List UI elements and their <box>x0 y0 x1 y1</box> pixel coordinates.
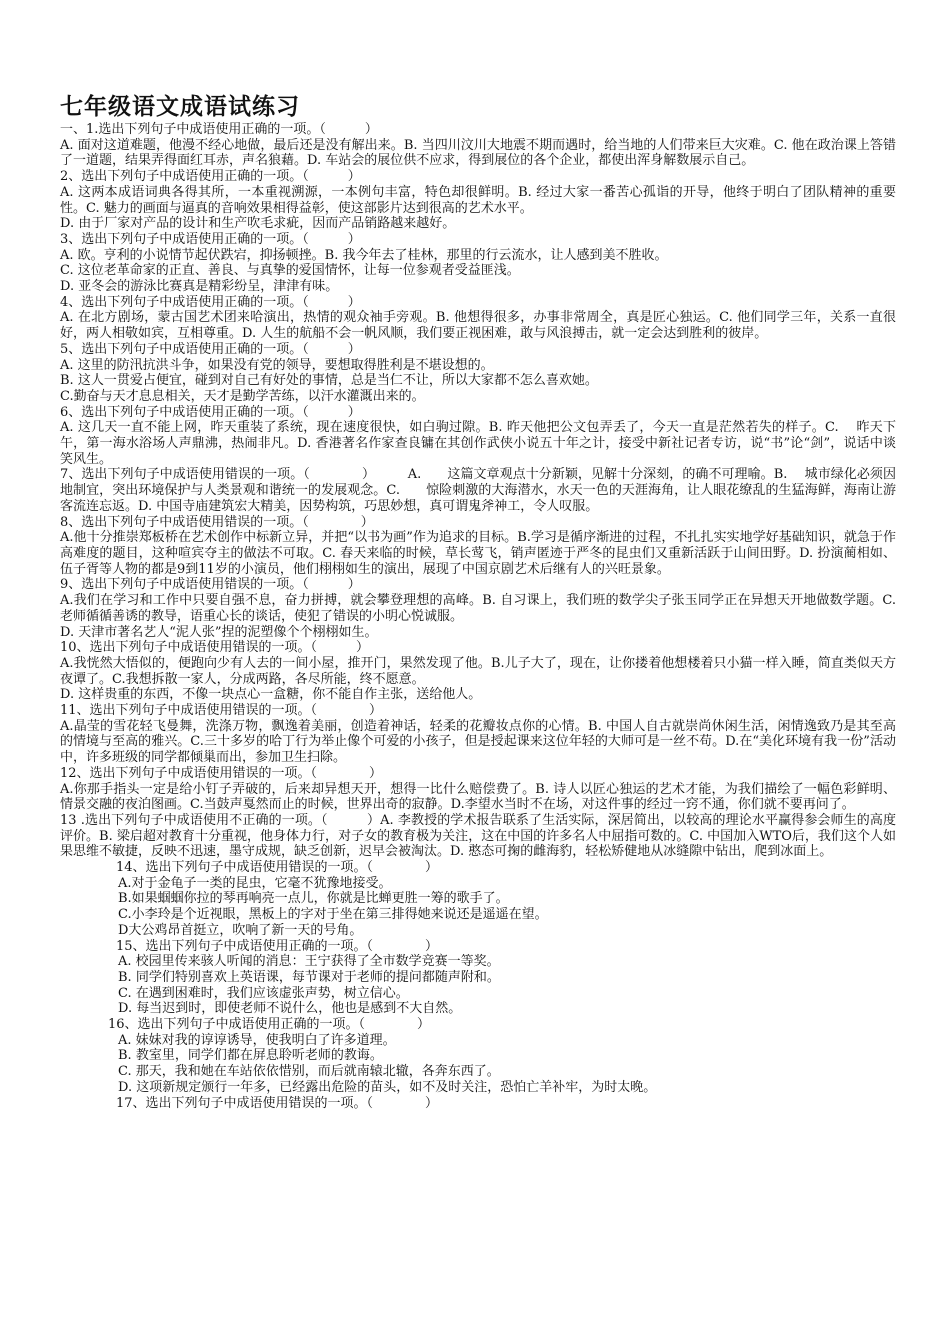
text-line: A.我们在学习和工作中只要自强不息，奋力拼搏，就会攀登理想的高峰。B. 自习课上，我们班的数学尖子张玉同学正在异想天开地做数学题。C.老师循循善诱的教导，语重心长的谈话，使犯了错误的小明心悦诚服。 <box>60 593 896 624</box>
text-line: 8、选出下列句子中成语使用错误的一项。（ ） <box>60 514 374 530</box>
page-title: 七年级语文成语试练习 <box>60 94 300 120</box>
text-line: A.我恍然大悟似的，便跑向少有人去的一间小屋，推开门，果然发现了他。B.儿子大了，现在，让你搂着他想楼着只小猫一样入睡，简直类似天方夜谭了。C.我想拆散一家人，分成两路，各尽所能，终不愿意。 <box>60 655 896 687</box>
text-line: A.晶莹的雪花轻飞曼舞，洗涤万物，飘逸着美丽，创造着神话，轻柔的花瓣妆点你的心情。B. 中国人自古就崇尚休闲生活，闲情逸致乃是其至高的情境与至高的雅兴。C.三十多岁的哈丁行为举止像个可爱的小孩子，但是授起课来这位年轻的大师可是一丝不苟。D.在“美化环境有我一份”活动中，许多班级的同学都倾巢而出，参加卫生扫除。 <box>60 718 896 766</box>
text-line: B. 教室里，同学们都在屏息聆听老师的教诲。 <box>118 1048 383 1064</box>
text-line: A. 在北方剧场，蒙古国艺术团来哈演出，热情的观众袖手旁观。B. 他想得很多，办事非常周全，真是匠心独运。C. 他们同学三年，关系一直很好，两人相敬如宾，互相尊重。D. 人生的航船不会一帆风顺，我们要正视困难，敢与风浪搏击，就一定会达到胜利的彼岸。 <box>60 310 896 342</box>
text-line: C. 在遇到困难时，我们应该虚张声势，树立信心。 <box>118 985 409 1001</box>
text-line: A. 面对这道难题，他漫不经心地做，最后还是没有解出来。B. 当四川汶川大地震不期而遇时，给当地的人们带来巨大灾难。C. 他在政治课上答错了一道题，结果弄得面红耳赤，声名狼藉。D. 车站会的展位供不应求，得到展位的各个企业，都使出浑身解数展示自己。 <box>60 137 896 169</box>
worksheet-page <box>60 92 896 1111</box>
text-line: A. 这两本成语词典各得其所，一本重视溯源，一本例句丰富，特色却很鲜明。B. 经过大家一番苦心孤诣的开导，他终于明白了团队精神的重要性。C. 魅力的画面与逼真的音响效果相得益彰，使这部影片达到很高的艺术水平。 <box>60 184 896 216</box>
text-line: 6、选出下列句子中成语使用正确的一项。（ ） <box>60 404 361 420</box>
text-line: B. 同学们特别喜欢上英语课，每节课对于老师的提问都随声附和。 <box>118 969 500 985</box>
text-line: D. 天津市著名艺人“泥人张”捏的泥塑像个个栩栩如生。 <box>60 624 378 640</box>
text-line: 14、选出下列句子中成语使用错误的一项。（ ） <box>116 860 439 876</box>
text-line: 17、选出下列句子中成语使用错误的一项。（ ） <box>116 1095 439 1111</box>
text-line: 7、选出下列句子中成语使用错误的一项。（ ） A. 这篇文章观点十分新颖，见解十分深刻，的确不可理喻。B. 城市绿化必须因地制宜，突出环境保护与人类景观和谐统一的发展观念。C. 惊险刺激的大海潜水，水天一色的天涯海角，让人眼花缭乱的生猛海鲜，海南让游客流连忘返。D. 中国寺庙建筑宏大精美，因势构筑，巧思妙想，真可谓鬼斧神工，令人叹服。 <box>60 467 896 514</box>
text-line: 4、选出下列句子中成语使用正确的一项。（ ） <box>60 294 361 310</box>
text-line: 2、选出下列句子中成语使用正确的一项。（ ） <box>60 169 361 185</box>
text-line: D大公鸡昂首挺立，吹响了新一天的号角。 <box>118 922 363 938</box>
text-line: 10、选出下列句子中成语使用错误的一项。（ ） <box>60 640 370 656</box>
text-line: C. 这位老革命家的正直、善良、与真挚的爱国情怀，让每一位参观者受益匪浅。 <box>60 263 520 279</box>
text-line: D. 亚冬会的游泳比赛真是精彩纷呈，津津有味。 <box>60 279 339 295</box>
text-line: 3、选出下列句子中成语使用正确的一项。（ ） <box>60 231 361 247</box>
text-line: D. 这样贵重的东西，不像一块点心一盒糖，你不能自作主张，送给他人。 <box>60 687 482 703</box>
text-line: 9、选出下列句子中成语使用错误的一项。（ ） <box>60 577 361 593</box>
text-line: C.勤奋与天才息息相关，天才是勤学苦练，以汗水灌溉出来的。 <box>60 388 425 404</box>
text-line: A.他十分推崇郑板桥在艺术创作中标新立异，并把“以书为画”作为追求的目标。B.学习是循序渐进的过程，不扎扎实实地学好基础知识，就急于作高难度的题目，这种喧宾夺主的做法不可取。C. 春天来临的时候，草长莺飞，销声匿迹于严冬的昆虫们又重新活跃于山间田野。D. 扮演蔺相如、伍子胥等人物的都是9到11岁的小演员，他们栩栩如生的演出，展现了中国京剧艺术后继有人的兴旺景象。 <box>60 530 896 577</box>
text-line: A. 这里的防汛抗洪斗争，如果没有党的领导，要想取得胜利是不堪设想的。 <box>60 357 494 373</box>
text-line: A. 校园里传来骇人听闻的消息：王宁获得了全市数学竞赛一等奖。 <box>118 954 500 970</box>
text-line: D. 每当迟到时，即使老师不说什么，他也是感到不大自然。 <box>118 1001 462 1017</box>
text-line: 16、选出下列句子中成语使用正确的一项。（ ） <box>108 1017 431 1033</box>
text-line: 11、选出下列句子中成语使用错误的一项。（ ） <box>60 703 383 719</box>
text-line: 12、选出下列句子中成语使用错误的一项。（ ） <box>60 765 383 781</box>
text-line: A. 这几天一直不能上网，昨天重装了系统，现在速度很快，如白驹过隙。B. 昨天他把公文包弄丢了，今天一直是茫然若失的样子。C. 昨天下午，第一海水浴场人声鼎沸，热闹非凡。D. 香港著名作家查良镛在其创作武侠小说五十年之计，接受中新社记者专访，说“书”论“剑”，说话中谈笑风生。 <box>60 420 896 467</box>
text-line: 一、1.选出下列句子中成语使用正确的一项。（ ） <box>60 122 378 137</box>
text-line: C.小李玲是个近视眼，黑板上的字对于坐在第三排得她来说还是遥遥在望。 <box>118 907 548 923</box>
text-line: B.如果蝈蝈你拉的琴再响亮一点儿，你就是比蝉更胜一筹的歌手了。 <box>118 891 509 907</box>
text-line: A. 妹妹对我的谆谆诱导，使我明白了许多道理。 <box>118 1032 396 1048</box>
text-line: D. 由于厂家对产品的设计和生产吹毛求疵，因而产品销路越来越好。 <box>60 216 456 232</box>
text-line: 15、选出下列句子中成语使用正确的一项。（ ） <box>116 938 439 954</box>
text-line: 13 .选出下列句子中成语使用不正确的一项。（ ）A. 李教授的学术报告联系了生活实际，深居简出，以较高的理论水平赢得参会师生的高度评价。B. 梁启超对教育十分重视，他身体力行，对子女的教育极为关注，这在中国的许多名人中屈指可数的。C. 中国加入WTO后，我们这个人如果思维不敏捷，反映不迅速，墨守成规，缺乏创新，迟早会被淘汰。D. 憨态可掬的雌海豹，轻松矫健地从冰缝隙中钻出，爬到冰面上。 <box>60 812 896 860</box>
text-line: A. 欧。亨利的小说情节起伏跌宕，抑扬顿挫。B. 我今年去了桂林，那里的行云流水，让人感到美不胜收。 <box>60 247 668 263</box>
text-line: 5、选出下列句子中成语使用正确的一项。（ ） <box>60 341 361 357</box>
text-line: C. 那天，我和她在车站依依惜别，而后就南辕北辙，各奔东西了。 <box>118 1064 500 1080</box>
text-line: A.你那手指头一定是给小钉子弄破的，后来却异想天开，想得一比什么赔偿费了。B. 诗人以匠心独运的艺术才能，为我们描绘了一幅色彩鲜明、情景交融的夜泊图画。C.当鼓声戛然而止的时候，世界出奇的寂静。D.李望水当时不在场，对这件事的经过一窍不通，你们就不要再问了。 <box>60 781 896 813</box>
question-list <box>60 122 896 1111</box>
text-line: B. 这人一贯爱占便宜，碰到对自己有好处的事情，总是当仁不让，所以大家都不怎么喜欢她。 <box>60 373 598 389</box>
text-line: A.对于金龟子一类的昆虫，它毫不犹豫地接受。 <box>118 875 392 891</box>
text-line: D. 这项新规定颁行一年多，已经露出危险的苗头，如不及时关注，恐怕亡羊补牢，为时太晚。 <box>118 1079 657 1095</box>
